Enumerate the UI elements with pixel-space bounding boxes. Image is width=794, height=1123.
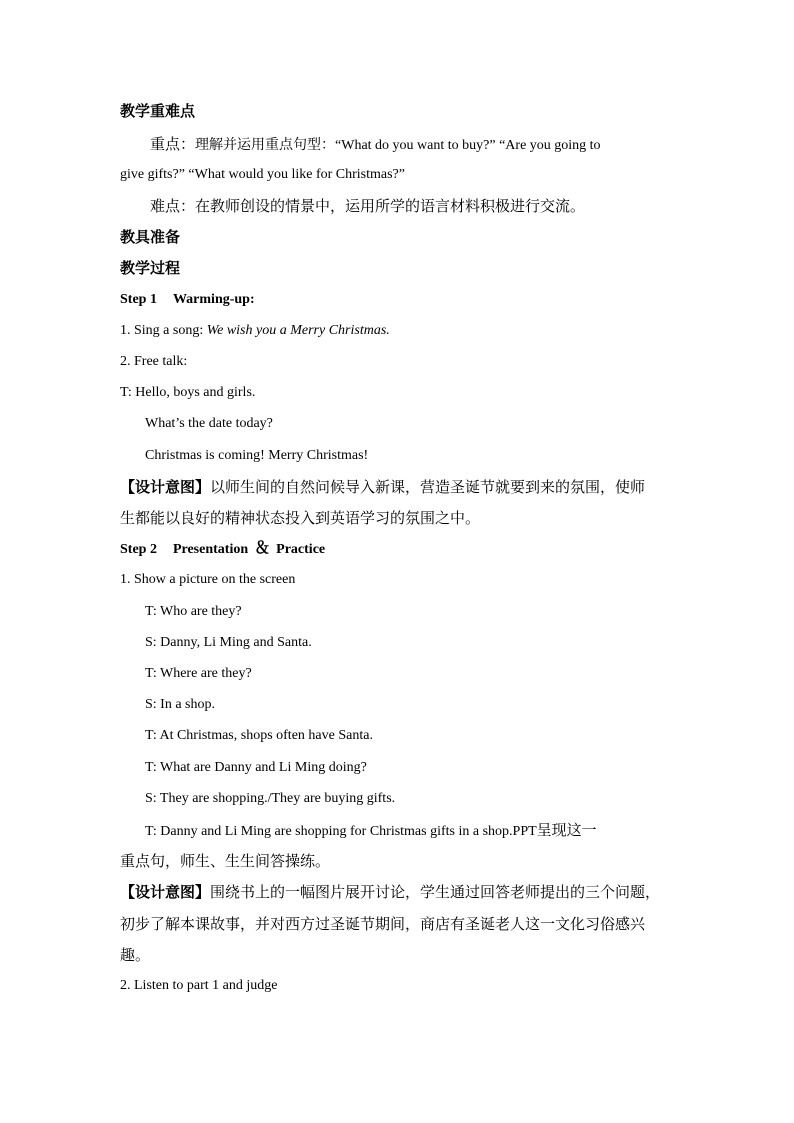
dialog-line: S: They are shopping./They are buying gifts. — [145, 791, 396, 806]
song-title: We wish you a Merry Christmas. — [206, 323, 390, 338]
step1-dialog-line-3: Christmas is coming! Merry Christmas! — [145, 448, 369, 463]
step1-title: Warming-up: — [172, 292, 255, 307]
dialog-line: S: In a shop. — [145, 697, 215, 712]
process-heading: 教学过程 — [120, 259, 181, 277]
dialog-line: S: Danny, Li Ming and Santa. — [145, 635, 312, 650]
key-point-line-1 — [150, 134, 601, 154]
step1-intent-line-2: 生都能以良好的精神状态投入到英语学习的氛围之中。 — [120, 509, 481, 527]
step1-heading — [120, 290, 255, 310]
step2-title-a: Presentation — [172, 542, 249, 557]
step2-label: Step 2 — [120, 542, 157, 557]
key-label: 重点： — [150, 135, 196, 153]
step2-intent-label: 【设计意图】 — [120, 883, 211, 901]
step1-dialog-line-1: T: Hello, boys and girls. — [120, 385, 256, 400]
dialog-line: T: Who are they? — [145, 604, 242, 619]
step2-title-b: Practice — [276, 542, 326, 557]
dialog-line: T: At Christmas, shops often have Santa. — [145, 728, 373, 743]
difficult-label: 难点： — [150, 197, 196, 215]
step2-intent-line-2: 初步了解本课故事，并对西方过圣诞节期间，商店有圣诞老人这一文化习俗感兴 — [120, 915, 646, 933]
key-text-line-2: give gifts?” “What would you like for Christmas?” — [120, 167, 405, 182]
step2-item-2: 2. Listen to part 1 and judge — [120, 978, 278, 993]
step1-intent-text-1: 以师生间的自然问候导入新课，营造圣诞节就要到来的氛围，使师 — [210, 478, 646, 496]
last-line-english: T: Danny and Li Ming are shopping for Christmas gifts in a shop.PPT — [145, 824, 537, 839]
step2-intent-line-3: 趣。 — [120, 946, 151, 964]
key-points-heading: 教学重难点 — [120, 102, 196, 120]
step2-intent-text-1: 围绕书上的一幅图片展开讨论，学生通过回答老师提出的三个问题， — [210, 883, 661, 901]
step1-item1-prefix: 1. Sing a song: — [120, 323, 204, 338]
step1-label: Step 1 — [120, 292, 157, 307]
step2-item-1: 1. Show a picture on the screen — [120, 572, 296, 587]
materials-heading: 教具准备 — [120, 228, 181, 246]
step2-last-line-2: 重点句，师生、生生间答操练。 — [120, 852, 331, 870]
difficult-point-line — [150, 196, 585, 216]
step2-heading — [120, 539, 325, 559]
step2-last-dialog-line — [145, 820, 597, 840]
ampersand: ＆ — [254, 540, 271, 557]
step2-intent-line-1 — [120, 882, 660, 902]
difficult-text: 在教师创设的情景中，运用所学的语言材料积极进行交流。 — [195, 197, 586, 215]
key-text-line-1: 理解并运用重点句型：“What do you want to buy?” “Are you going to — [195, 138, 601, 153]
step1-item-1 — [120, 321, 390, 341]
last-line-chinese: 呈现这一 — [536, 821, 597, 839]
dialog-line: T: What are Danny and Li Ming doing? — [145, 760, 367, 775]
step1-dialog-line-2: What’s the date today? — [145, 416, 273, 431]
step1-intent-line-1 — [120, 477, 645, 497]
step1-intent-label: 【设计意图】 — [120, 478, 211, 496]
step1-item-2: 2. Free talk: — [120, 354, 188, 369]
dialog-line: T: Where are they? — [145, 666, 252, 681]
